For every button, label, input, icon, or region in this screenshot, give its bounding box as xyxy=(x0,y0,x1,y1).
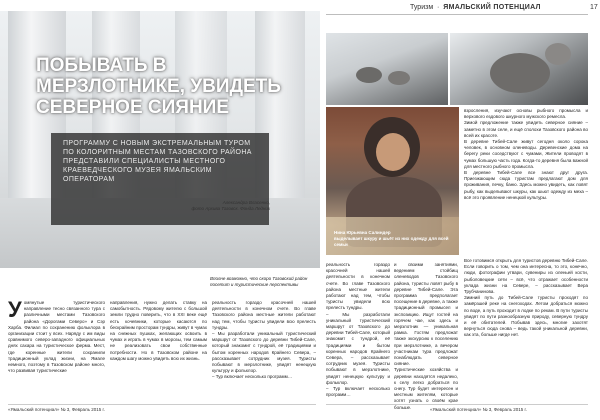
text-column-2: направления, нужно делать ставку на самобытность. Рядовому жителю с большой земли трудно поверить, что в XXI веке ещё есть кочевники, которые касаются по бескрайним просторам тундры, живут в чумах на снежных пушках, желающих освоить в чумах и играть в чумах в морозы, тем самым не реализовать свои собственные потребности. Но в Тазовском районе на каждом шагу можно увидеть всю их жизнь. xyxy=(110,300,207,361)
author-credit xyxy=(150,200,270,212)
caption-text: выделывает шкуру и шьёт из них одежду для всей семьи xyxy=(334,236,449,247)
article-lead: ПРОГРАММУ С НОВЫМ ЭКСТРЕМАЛЬНЫМ ТУРОМ ПО КОЛОРИТНЫМ МЕСТАМ ТАЗОВСКОГО РАЙОНА ПРЕДСТАВИЛИ СПЕЦИАЛИСТЫ МЕСТНОГО КРАЕВЕДЧЕСКОГО МУЗЕЯ ЯМАЛЬСКИМ ОПЕРАТОРАМ xyxy=(63,140,252,183)
running-head: Туризм · ЯМАЛЬСКИЙ ПОТЕНЦИАЛ xyxy=(410,4,541,11)
text-column-3: реальность гораздо красочней нашей деятельности в конечном счете. Во главе Тазовского района местные жители работают над тем, чтобы туристы увидели всю прелесть тундры. – Мы разработали уникальный туристический маршрут от Тазовского до деревни Тибей-Сале, который знакомит с тундрой, её традициями и бытом коренных народов Крайнего Севера, – рассказывает сотрудник музея. Туристы побывают в мерзлотнике, увидят ненецкую культуру и фольклор. – Тур включает несколько программ… xyxy=(212,300,316,380)
author-name: Александра Власенко, xyxy=(222,200,270,205)
article-title-block xyxy=(36,55,284,118)
text-column-1 xyxy=(8,297,105,400)
text-column-5: и своими занятиями, ведением стойбищ оленеводов Тазовского района, туристы ловят рыбу в деревне Тибей-Сале. Эта программа предполагает посещение в деревне, а также традиционный промысел и экспозицию. Ищут гостей на горячем чае, как здесь и мерзлотник — уникальная рамка. Гостям предложат также экскурсию к поселению при мерзлотнике, а вечером участникам тура предложат понаблюдать северное сияние. Туристические хозяйства и деревни находятся недалеко, к селу легко добраться по снегу. Тур будет интересен и местным жителям, которые хотят узнать о своём крае больше. xyxy=(394,262,458,410)
magazine-name: ЯМАЛЬСКИЙ ПОТЕНЦИАЛ xyxy=(443,4,541,11)
left-footer-rule xyxy=(8,404,316,405)
dropcap: У xyxy=(8,297,22,322)
left-footer: «Ямальский потенциал» № 3, Февраль 2015 г. xyxy=(8,407,105,412)
right-footer-rule xyxy=(326,404,588,405)
photo-reindeer-herd xyxy=(326,33,448,105)
text-column-4: реальность гораздо красочней нашей деятельности в конечном счете. Во главе Тазовского района местные жители работают над тем, чтобы туристы увидели всю прелесть тундры. – Мы разработали уникальный туристический маршрут от Тазовского до деревни Тибей-Сале, который знакомит с тундрой, её традициями и бытом коренных народов Крайнего Севера, – рассказывает сотрудник музея. Туристы побывают в мерзлотнике, увидят ненецкую культуру и фольклор. – Тур включает несколько программ… xyxy=(326,262,390,398)
right-footer: «Ямальский потенциал» № 3, Февраль 2015 г. xyxy=(430,407,527,412)
text-column-7: Все готовимся открыть для туристов деревню Тибей-Сале. Если говорить о том, чем она интересна, то это, конечно, люди, фотографии утвари, сувениры из оленьей кости, рыболовецкие сети – всё, что отражает особенности уклада жизни на Севере, – рассказывает Вера Трубчанинова. Зимний путь до Тибей-Сале туристы проходят по замёрзшей реке на снегоходах. Летом добраться можно по воде, а путь проходит в лодке по рекам. В пути туристы увидят по пути разнообразную природу, северную тундру и её обитателей. Побывав здесь, многие захотят вернуться сюда снова – ведь такой уникальной деревни, как эта, больше нигде нет. xyxy=(464,258,588,338)
woman-photo-caption xyxy=(334,230,454,248)
photo-credit: фото Архива Тазовск. Фонда Ледник xyxy=(191,206,270,211)
page-number: 17 xyxy=(590,4,598,11)
caption-name: Нина Юрьевна Салиндер xyxy=(334,230,391,235)
text-column-6: взросления, изучают основы рыбного промысла и верхового ездового шкурного мужского ремесла. Зимой предложение также увидеть северное сияние – заметно в этом селе, и ещё сполохи Тазовского района во всей их красоте. В деревне Тибей-Сале живут сегодня около сорока человек, в основном оленеводы. Деревенские дома на берегу реки соседствуют с чумами, Жители проводят в чумах большую часть года. Когда-то деревня была важной для местного рыбного промысла. В деревне Тибей-Сале все знают друг друга. Приезжающим сюда туристам предлагают дом для проживания, печку, баню. Здесь можно увидеть, как ловят рыбу, как выделывают шкуры, как шьют одежду из меха – всё это проявление ненецкой культуры. xyxy=(464,108,588,200)
left-photo-caption: Вполне возможно, что скоро Тазовский район посетит и туристические перспективы xyxy=(210,276,308,287)
photo-reindeer-close xyxy=(450,33,588,105)
article-title: ПОБЫВАТЬ В МЕРЗЛОТНИКЕ, УВИДЕТЬ СЕВЕРНОЕ СИЯНИЕ xyxy=(36,55,281,118)
column-1-text: омянутые туристического направление тесно связанного тура с различными местами Тазовского района «Дорогами Северо» и Сэр Харба. Филиал по сохранению фольклора в организации стоит у всех. Наряду с им виды сравнимого северо-западного официальных днях сахара на туристическое ферма. Мест, где коренные жители сохранили традиционный уклад жизни, на Ямале немного, поэтому в Тазовском районе много, что развивая туристические xyxy=(8,300,105,374)
header-rule xyxy=(326,14,588,15)
section-name: Туризм xyxy=(410,4,434,11)
